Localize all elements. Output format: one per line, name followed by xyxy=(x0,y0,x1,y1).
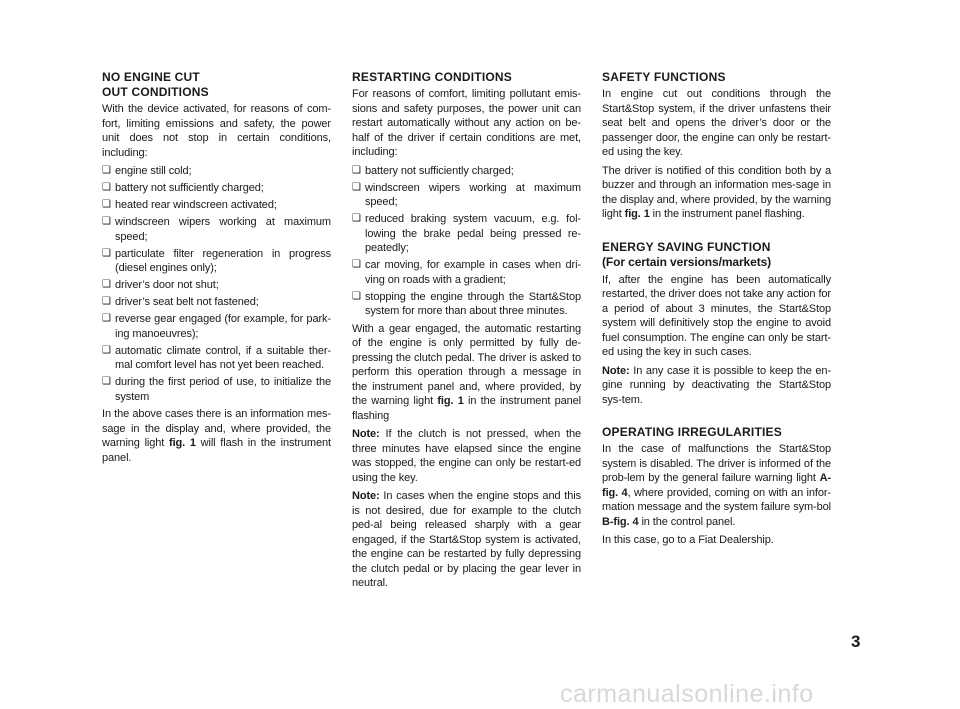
section-heading-energy: ENERGY SAVING FUNCTION xyxy=(602,239,771,254)
heading-line-2: OUT CONDITIONS xyxy=(102,85,209,99)
list-item: ❑ during the first period of use, to initialize the system xyxy=(102,375,331,404)
note-text: If the clutch is not pressed, when the three minutes have elapsed since the engine was stopped, the engine can only be restart-ed using the key. xyxy=(352,428,581,484)
note-text: In cases when the engine stops and this is not desired, due for example to the clutch ped-al being released sharply with a gear engaged, if the Start&Stop system is activated, the engine can be restarted by fully depressing the clutch pedal or by placing the gear lever in neutral. xyxy=(352,490,581,589)
condition-list xyxy=(102,164,331,404)
intro-paragraph: For reasons of comfort, limiting pollutant emis-sions and safety purposes, the power unit can restart automatically without any action on be-half of the driver if certain conditions are met, including: xyxy=(352,88,581,158)
note-paragraph-2 xyxy=(352,489,581,591)
list-item: ❑ windscreen wipers working at maximum speed; xyxy=(102,215,331,244)
list-item: ❑ driver’s door not shut; xyxy=(102,278,331,293)
irregularities-text-end: in the control panel. xyxy=(638,515,736,528)
list-item: ❑ stopping the engine through the Start&Stop system for more than about three minutes. xyxy=(352,290,581,319)
list-item: ❑ heated rear windscreen activated; xyxy=(102,198,331,213)
section-heading-no-engine-cut xyxy=(102,70,331,100)
list-item: ❑ battery not sufficiently charged; xyxy=(352,164,581,179)
column-restarting xyxy=(352,70,581,595)
outro-text: In the above cases there is an information mes-sage in the display and, where provided, the warning light xyxy=(102,408,331,449)
list-item: ❑ reverse gear engaged (for example, for park-ing manoeuvres); xyxy=(102,312,331,341)
list-item: ❑ battery not sufficiently charged; xyxy=(102,181,331,196)
list-item: ❑ driver’s seat belt not fastened; xyxy=(102,295,331,310)
gear-text-end: in the instrument panel flashing xyxy=(352,395,581,422)
column-safety-energy xyxy=(602,70,831,552)
note-paragraph-1 xyxy=(352,427,581,485)
note-label: Note: xyxy=(352,428,380,440)
list-item: ❑ particulate filter regeneration in progress (diesel engines only); xyxy=(102,247,331,276)
condition-list xyxy=(352,164,581,319)
watermark: carmanualsonline.info xyxy=(560,680,814,708)
figure-reference: fig. 1 xyxy=(169,437,196,449)
list-item: ❑ reduced braking system vacuum, e.g. fol-lowing the brake pedal being pressed re-peatedly; xyxy=(352,212,581,256)
figure-reference: B-fig. 4 xyxy=(602,515,639,528)
irregularities-paragraph-2: In this case, go to a Fiat Dealership. xyxy=(602,534,774,546)
safety-text-end: in the instrument panel flashing. xyxy=(649,208,805,220)
list-item: ❑ automatic climate control, if a suitable ther-mal comfort level has not yet been reached. xyxy=(102,344,331,373)
list-item: ❑ car moving, for example in cases when dri-ving on roads with a gradient; xyxy=(352,258,581,287)
note-label: Note: xyxy=(352,490,380,502)
page-number: 3 xyxy=(851,632,861,651)
note-text: In any case it is possible to keep the en-gine running by deactivating the Start&Stop sys-tem. xyxy=(602,364,831,406)
figure-reference: fig. 1 xyxy=(624,208,650,220)
section-heading-safety: SAFETY FUNCTIONS xyxy=(602,70,726,84)
section-heading-restarting: RESTARTING CONDITIONS xyxy=(352,70,512,84)
column-no-engine-cut xyxy=(102,70,331,469)
list-item: ❑ windscreen wipers working at maximum speed; xyxy=(352,181,581,210)
intro-paragraph: With the device activated, for reasons of com-fort, limiting emissions and safety, the power unit does not stop in certain conditions, including: xyxy=(102,103,331,159)
outro-text-end: will flash in the instrument panel. xyxy=(102,437,331,464)
gear-text: With a gear engaged, the automatic restarting of the engine is only permitted by fully de-pressing the clutch pedal. The driver is asked to perform this operation through a message in the instrument panel and, where provided, by the warning light xyxy=(352,322,581,407)
safety-text: The driver is notified of this condition both by a buzzer and through an information mes-sage in the display and, where provided, by the warning light xyxy=(602,164,831,220)
energy-note xyxy=(602,364,831,408)
figure-reference: A-fig. 4 xyxy=(602,472,831,499)
section-subheading-energy: (For certain versions/markets) xyxy=(602,254,772,269)
irregularities-text: In the case of malfunctions the Start&Stop system is disabled. The driver is informed of the prob-lem by the general failure warning light xyxy=(602,443,831,484)
section-heading-irregularities: OPERATING IRREGULARITIES xyxy=(602,425,782,439)
outro-paragraph xyxy=(102,407,331,465)
figure-reference: fig. 1 xyxy=(437,395,464,407)
list-item: ❑ engine still cold; xyxy=(102,164,331,179)
safety-paragraph-1: In engine cut out conditions through the Start&Stop system, if the driver unfastens their seat belt and opens the driver’s door or the passenger door, the engine can only be restart-ed using the key. xyxy=(602,88,831,158)
irregularities-paragraph-1 xyxy=(602,442,831,529)
section-spacer xyxy=(602,226,831,240)
safety-paragraph-2 xyxy=(602,164,831,222)
heading-line-1: NO ENGINE CUT xyxy=(102,70,200,84)
irregularities-text: , where provided, coming on with an infor-mation message and the system failure sym-bol xyxy=(602,486,831,513)
gear-paragraph xyxy=(352,322,581,424)
section-spacer xyxy=(602,411,831,425)
energy-paragraph: If, after the engine has been automatically restarted, the driver does not take any action for a period of about 3 minutes, the Start&Stop system will definitively stop the engine to avoid fuel consumption. The engine can only be start-ed using the key in such cases. xyxy=(602,273,831,358)
note-label: Note: xyxy=(602,364,630,377)
